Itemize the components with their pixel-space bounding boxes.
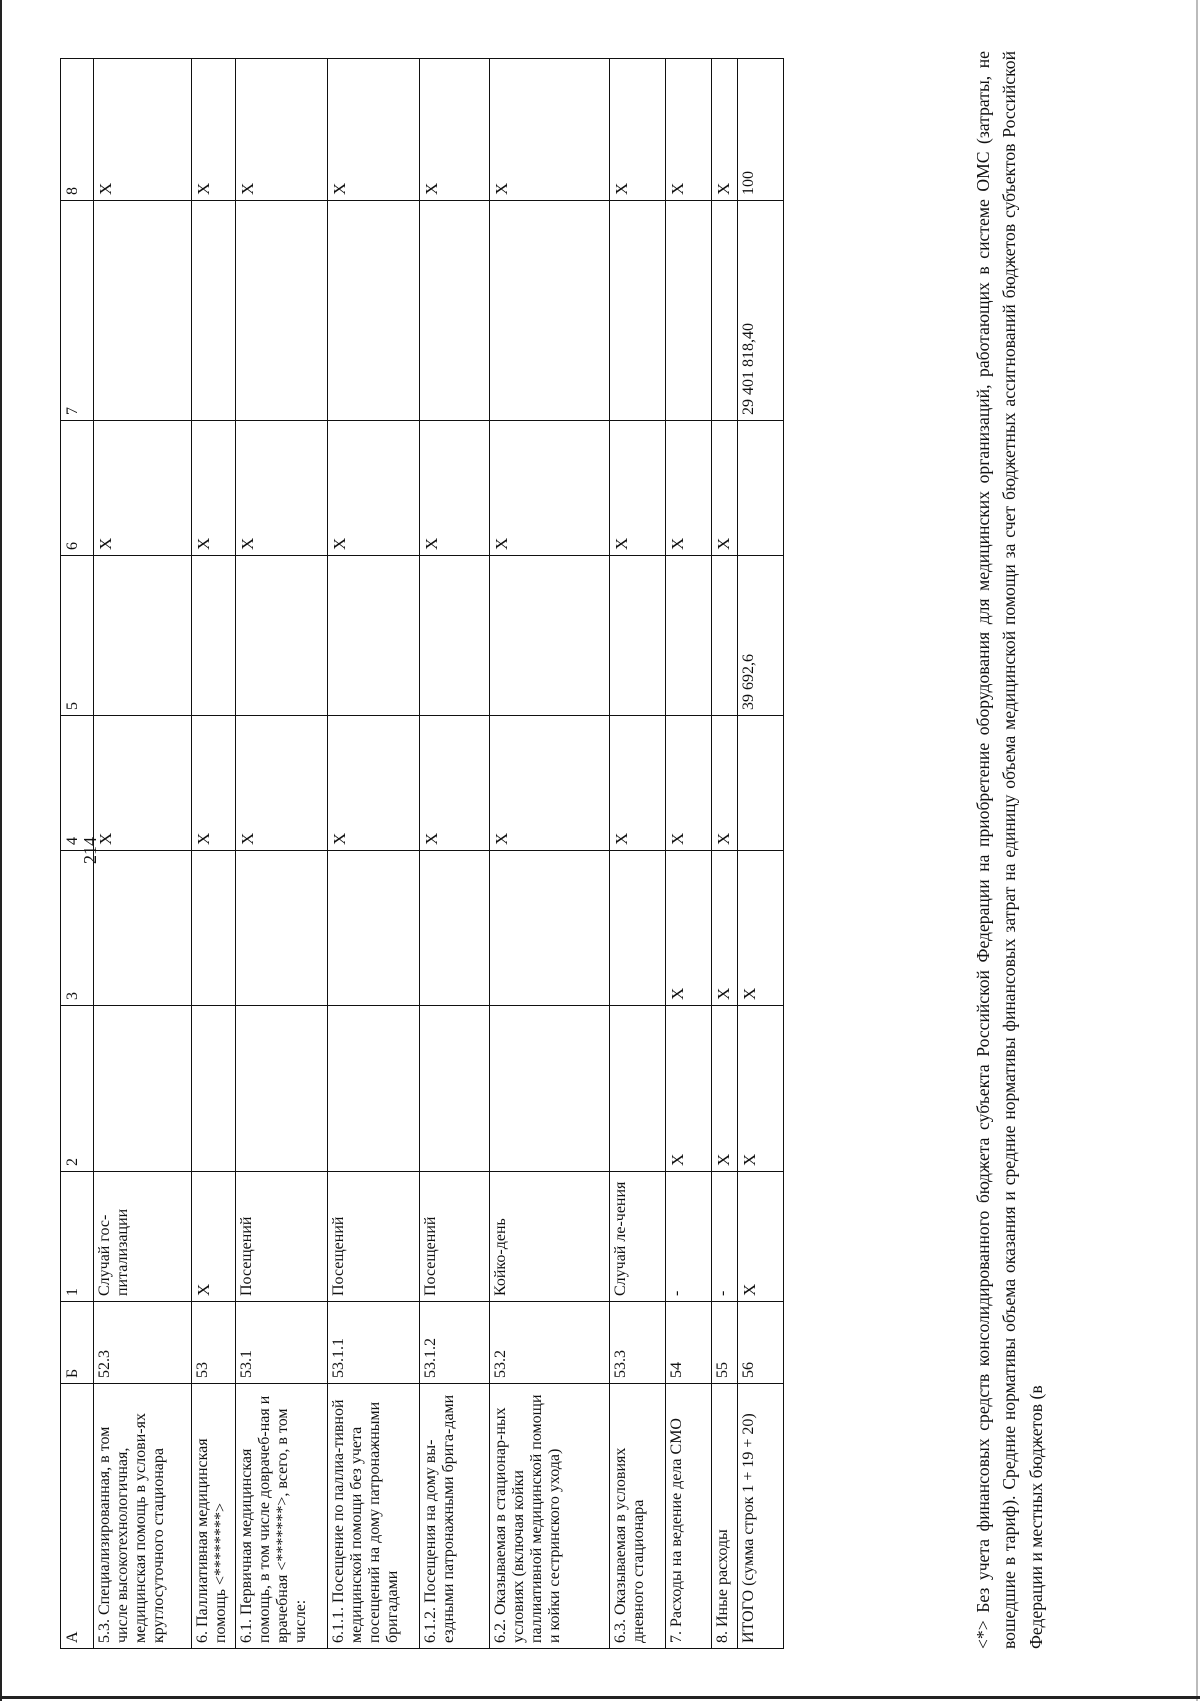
total-column-7: 29 401 818,40 — [738, 201, 784, 421]
table-cell — [712, 201, 738, 421]
table-cell — [192, 201, 236, 421]
table-cell: X — [666, 421, 712, 556]
row-code: 53.1.1 — [328, 1302, 420, 1384]
header-cell: 8 — [61, 59, 94, 201]
table-cell: X — [712, 59, 738, 201]
unit-cell: - — [712, 1172, 738, 1302]
table-cell — [610, 851, 666, 1006]
table-cell: X — [328, 716, 420, 851]
table-row — [420, 59, 490, 1649]
unit-cell: Посещений — [328, 1172, 420, 1302]
table-cell — [420, 1006, 490, 1172]
table-cell — [192, 1006, 236, 1172]
table-cell: X — [712, 1006, 738, 1172]
unit-cell: Посещений — [420, 1172, 490, 1302]
header-cell: 1 — [61, 1172, 94, 1302]
table-cell — [610, 556, 666, 716]
table-cell — [738, 716, 784, 851]
table-row — [666, 59, 712, 1649]
table-row — [192, 59, 236, 1649]
table-row — [236, 59, 328, 1649]
table-cell — [328, 556, 420, 716]
unit-cell: X — [192, 1172, 236, 1302]
table-cell: X — [192, 59, 236, 201]
table-cell: X — [420, 421, 490, 556]
table-cell — [666, 556, 712, 716]
header-cell: А — [61, 1384, 94, 1649]
table-cell: X — [420, 59, 490, 201]
total-column-5: 39 692,6 — [738, 556, 784, 716]
table-cell: X — [236, 716, 328, 851]
table-cell: X — [666, 1006, 712, 1172]
table-cell — [192, 851, 236, 1006]
total-column-8: 100 — [738, 59, 784, 201]
header-cell: 5 — [61, 556, 94, 716]
row-code: 54 — [666, 1302, 712, 1384]
table-cell: X — [490, 421, 610, 556]
table-cell — [738, 421, 784, 556]
table-cell: X — [236, 421, 328, 556]
unit-cell: X — [738, 1172, 784, 1302]
row-code: 53.3 — [610, 1302, 666, 1384]
financing-table — [60, 58, 784, 1649]
table-cell: X — [666, 851, 712, 1006]
table-row — [490, 59, 610, 1649]
header-cell: 4 — [61, 716, 94, 851]
table-cell: X — [666, 59, 712, 201]
table-cell — [328, 1006, 420, 1172]
table-row — [610, 59, 666, 1649]
table-row — [712, 59, 738, 1649]
unit-cell: Случай ле-чения — [610, 1172, 666, 1302]
header-cell: 7 — [61, 201, 94, 421]
row-label: 6. Паллиативная медицинская помощь <********> — [192, 1384, 236, 1649]
row-code: 53 — [192, 1302, 236, 1384]
table-row — [328, 59, 420, 1649]
table-cell — [236, 1006, 328, 1172]
page-number: 214 — [80, 837, 100, 864]
table-cell: X — [712, 851, 738, 1006]
header-cell: Б — [61, 1302, 94, 1384]
table-cell — [192, 556, 236, 716]
table-cell — [94, 851, 192, 1006]
table-cell: X — [610, 59, 666, 201]
header-cell: 2 — [61, 1006, 94, 1172]
table-row-total — [738, 59, 784, 1649]
table-cell: X — [236, 59, 328, 201]
row-code: 53.1.2 — [420, 1302, 490, 1384]
table-cell: X — [738, 851, 784, 1006]
table-cell: X — [712, 421, 738, 556]
table-cell — [236, 556, 328, 716]
row-label: ИТОГО (сумма строк 1 + 19 + 20) — [738, 1384, 784, 1649]
table-cell: X — [94, 421, 192, 556]
table-cell: X — [666, 716, 712, 851]
row-label: 6.1.2. Посещения на дому вы-ездными патронажными брига-дами — [420, 1384, 490, 1649]
unit-cell: - — [666, 1172, 712, 1302]
table-cell — [490, 556, 610, 716]
table-cell: X — [738, 1006, 784, 1172]
header-cell: 3 — [61, 851, 94, 1006]
table-header-row — [61, 59, 94, 1649]
row-code: 53.2 — [490, 1302, 610, 1384]
table-cell — [712, 556, 738, 716]
table-cell: X — [328, 421, 420, 556]
footnote: <*> Без учета финансовых средств консолидированного бюджета субъекта Российской Федерации на приобретение оборудования для медицинских организаций, работающих в системе ОМС (затраты, не вошедшие в тариф). Средние нормативы объема оказания и средние нормативы финансовых затрат на единицу объема медицинской помощи за счет бюджетных ассигнований бюджетов субъектов Российской Федерации и местных бюджетов (в — [973, 51, 1046, 1649]
table-cell: X — [490, 716, 610, 851]
table-cell: X — [94, 716, 192, 851]
table-cell: X — [420, 716, 490, 851]
table-cell — [328, 201, 420, 421]
row-code: 52.3 — [94, 1302, 192, 1384]
table-cell — [236, 201, 328, 421]
header-cell: 6 — [61, 421, 94, 556]
row-label: 7. Расходы на ведение дела СМО — [666, 1384, 712, 1649]
unit-cell: Случай гос-питализации — [94, 1172, 192, 1302]
table-cell — [490, 201, 610, 421]
table-row — [94, 59, 192, 1649]
row-label: 6.1.1. Посещение по паллиа-тивной медицинской помощи без учета посещений на дому патронажными бригадами — [328, 1384, 420, 1649]
row-label: 6.3. Оказываемая в условиях дневного стационара — [610, 1384, 666, 1649]
table-cell — [490, 851, 610, 1006]
table-cell — [328, 851, 420, 1006]
row-label: 6.1. Первичная медицинская помощь, в том числе доврачеб-ная и врачебная <*******>, всего, в том числе: — [236, 1384, 328, 1649]
row-code: 53.1 — [236, 1302, 328, 1384]
table-cell — [610, 201, 666, 421]
unit-cell: Койко-день — [490, 1172, 610, 1302]
row-label: 8. Иные расходы — [712, 1384, 738, 1649]
table-cell — [94, 556, 192, 716]
table-cell: X — [610, 716, 666, 851]
table-cell — [236, 851, 328, 1006]
table-cell: X — [490, 59, 610, 201]
table-cell — [94, 1006, 192, 1172]
table-cell: X — [94, 59, 192, 201]
table-cell: X — [712, 716, 738, 851]
table-cell — [490, 1006, 610, 1172]
table-cell: X — [192, 421, 236, 556]
row-label: 6.2. Оказываемая в стационар-ных условиях (включая койки паллиативной медицинской помощи и койки сестринского ухода) — [490, 1384, 610, 1649]
table-cell — [420, 201, 490, 421]
table-cell — [420, 556, 490, 716]
table-cell — [610, 1006, 666, 1172]
row-label: 5.3. Специализированная, в том числе высокотехнологичная, медицинская помощь в услови-ях круглосуточного стационара — [94, 1384, 192, 1649]
row-code: 56 — [738, 1302, 784, 1384]
table-cell: X — [610, 421, 666, 556]
table-cell: X — [328, 59, 420, 201]
table-cell — [94, 201, 192, 421]
unit-cell: Посещений — [236, 1172, 328, 1302]
table-cell: X — [192, 716, 236, 851]
table-cell — [666, 201, 712, 421]
row-code: 55 — [712, 1302, 738, 1384]
table-cell — [420, 851, 490, 1006]
